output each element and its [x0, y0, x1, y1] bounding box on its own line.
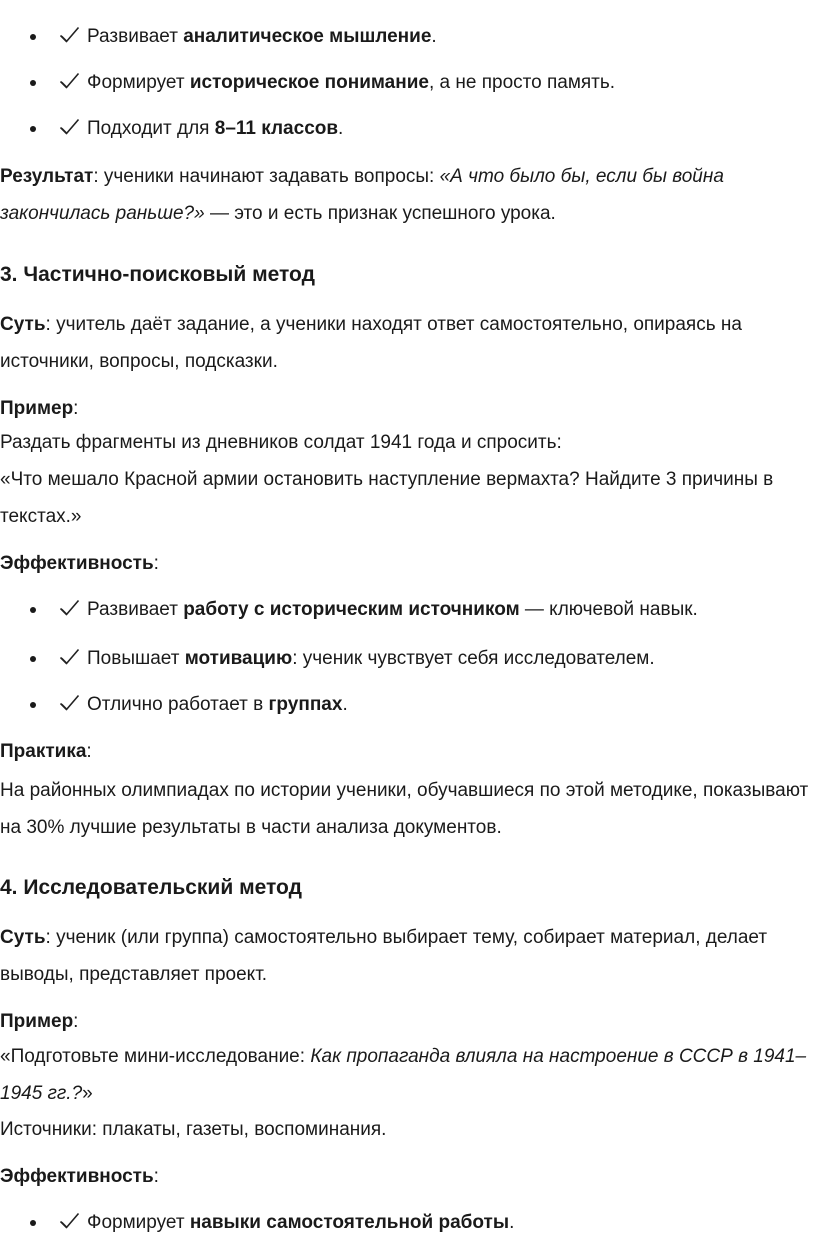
result-text: : ученики начинают задавать вопросы: — [93, 166, 440, 187]
section-4-title: 4. Исследовательский метод — [0, 876, 302, 899]
check-mark-icon — [59, 599, 80, 617]
section-heading — [0, 872, 810, 904]
example-label-line — [0, 1003, 810, 1040]
item-bold: мотивацию — [184, 648, 293, 669]
item-suffix: : ученик чувствует себя исследователем. — [292, 648, 655, 669]
check-mark-icon — [59, 1212, 80, 1230]
example-label-line — [0, 390, 810, 427]
essence-paragraph — [0, 306, 810, 380]
example-quote — [0, 1038, 810, 1112]
item-suffix: . — [342, 694, 348, 715]
example-label: Пример — [0, 398, 74, 419]
example-line-2: «Что мешало Красной армии остановить наступление вермахта? Найдите 3 причины в текстах.» — [0, 469, 774, 527]
item-suffix: . — [431, 26, 437, 47]
bullet-dot — [30, 656, 36, 662]
section-heading — [0, 259, 810, 291]
example-line-1: Раздать фрагменты из дневников солдат 1941 года и спросить: — [0, 432, 562, 453]
essence-text: : учитель даёт задание, а ученики находят ответ самостоятельно, опираясь на источники, вопросы, подсказки. — [0, 314, 742, 372]
effect-label: Эффективность — [0, 553, 154, 574]
effect-label-line — [0, 545, 810, 582]
bullet-dot — [30, 34, 36, 40]
item-prefix: Формирует — [87, 1212, 190, 1233]
result-label: Результат — [0, 166, 94, 187]
item-suffix: . — [338, 118, 344, 139]
item-bold: группах — [268, 694, 343, 715]
item-suffix: . — [509, 1212, 515, 1233]
check-mark-icon — [59, 26, 80, 44]
item-suffix: — ключевой навык. — [519, 599, 698, 620]
practice-paragraph — [0, 772, 810, 846]
result-paragraph — [0, 158, 810, 232]
check-mark-icon — [59, 694, 80, 712]
effect-colon: : — [153, 553, 159, 574]
example-colon: : — [73, 1011, 79, 1032]
example-colon: : — [73, 398, 79, 419]
effect-label-line — [0, 1158, 810, 1195]
essence-label: Суть — [0, 314, 46, 335]
item-prefix: Подходит для — [87, 118, 215, 139]
bullet-dot — [30, 80, 36, 86]
essence-label: Суть — [0, 927, 46, 948]
example-label: Пример — [0, 1011, 74, 1032]
check-mark-icon — [59, 648, 80, 666]
item-prefix: Формирует — [87, 72, 190, 93]
item-prefix: Развивает — [87, 599, 184, 620]
effect-colon: : — [153, 1166, 159, 1187]
bullet-dot — [30, 1220, 36, 1226]
item-prefix: Развивает — [87, 26, 184, 47]
check-mark-icon — [59, 72, 80, 90]
item-suffix: , а не просто память. — [428, 72, 616, 93]
bullet-dot — [30, 126, 36, 132]
practice-label: Практика — [0, 741, 87, 762]
example-open: «Подготовьте мини-исследование: — [0, 1046, 311, 1067]
item-prefix: Отлично работает в — [87, 694, 269, 715]
item-bold: аналитическое мышление — [183, 26, 432, 47]
item-bold: работу с историческим источником — [183, 599, 520, 620]
bullet-dot — [30, 702, 36, 708]
essence-paragraph — [0, 919, 810, 993]
example-text — [0, 424, 810, 461]
item-bold: навыки самостоятельной работы — [189, 1212, 510, 1233]
effect-label: Эффективность — [0, 1166, 154, 1187]
sources-text: Источники: плакаты, газеты, воспоминания. — [0, 1119, 387, 1140]
item-bold: историческое понимание — [189, 72, 429, 93]
item-bold: 8–11 классов — [214, 118, 339, 139]
example-quote — [0, 461, 810, 535]
result-quote: «А что было бы, если бы война закончилась раньше?» — [0, 166, 724, 224]
practice-colon: : — [86, 741, 92, 762]
practice-text: На районных олимпиадах по истории ученики, обучавшиеся по этой методике, показывают на 30% лучшие результаты в части анализа документов. — [0, 780, 809, 838]
item-prefix: Повышает — [87, 648, 185, 669]
check-mark-icon — [59, 118, 80, 136]
bullet-dot — [30, 607, 36, 613]
section-3-title: 3. Частично-поисковый метод — [0, 263, 315, 286]
practice-label-line — [0, 733, 810, 770]
example-close: » — [82, 1083, 93, 1104]
result-tail: — это и есть признак успешного урока. — [204, 203, 556, 224]
example-topic: Как пропаганда влияла на настроение в СССР в 1941–1945 гг.? — [0, 1046, 807, 1104]
sources-line — [0, 1111, 810, 1148]
essence-text: : ученик (или группа) самостоятельно выбирает тему, собирает материал, делает выводы, представляет проект. — [0, 927, 768, 985]
